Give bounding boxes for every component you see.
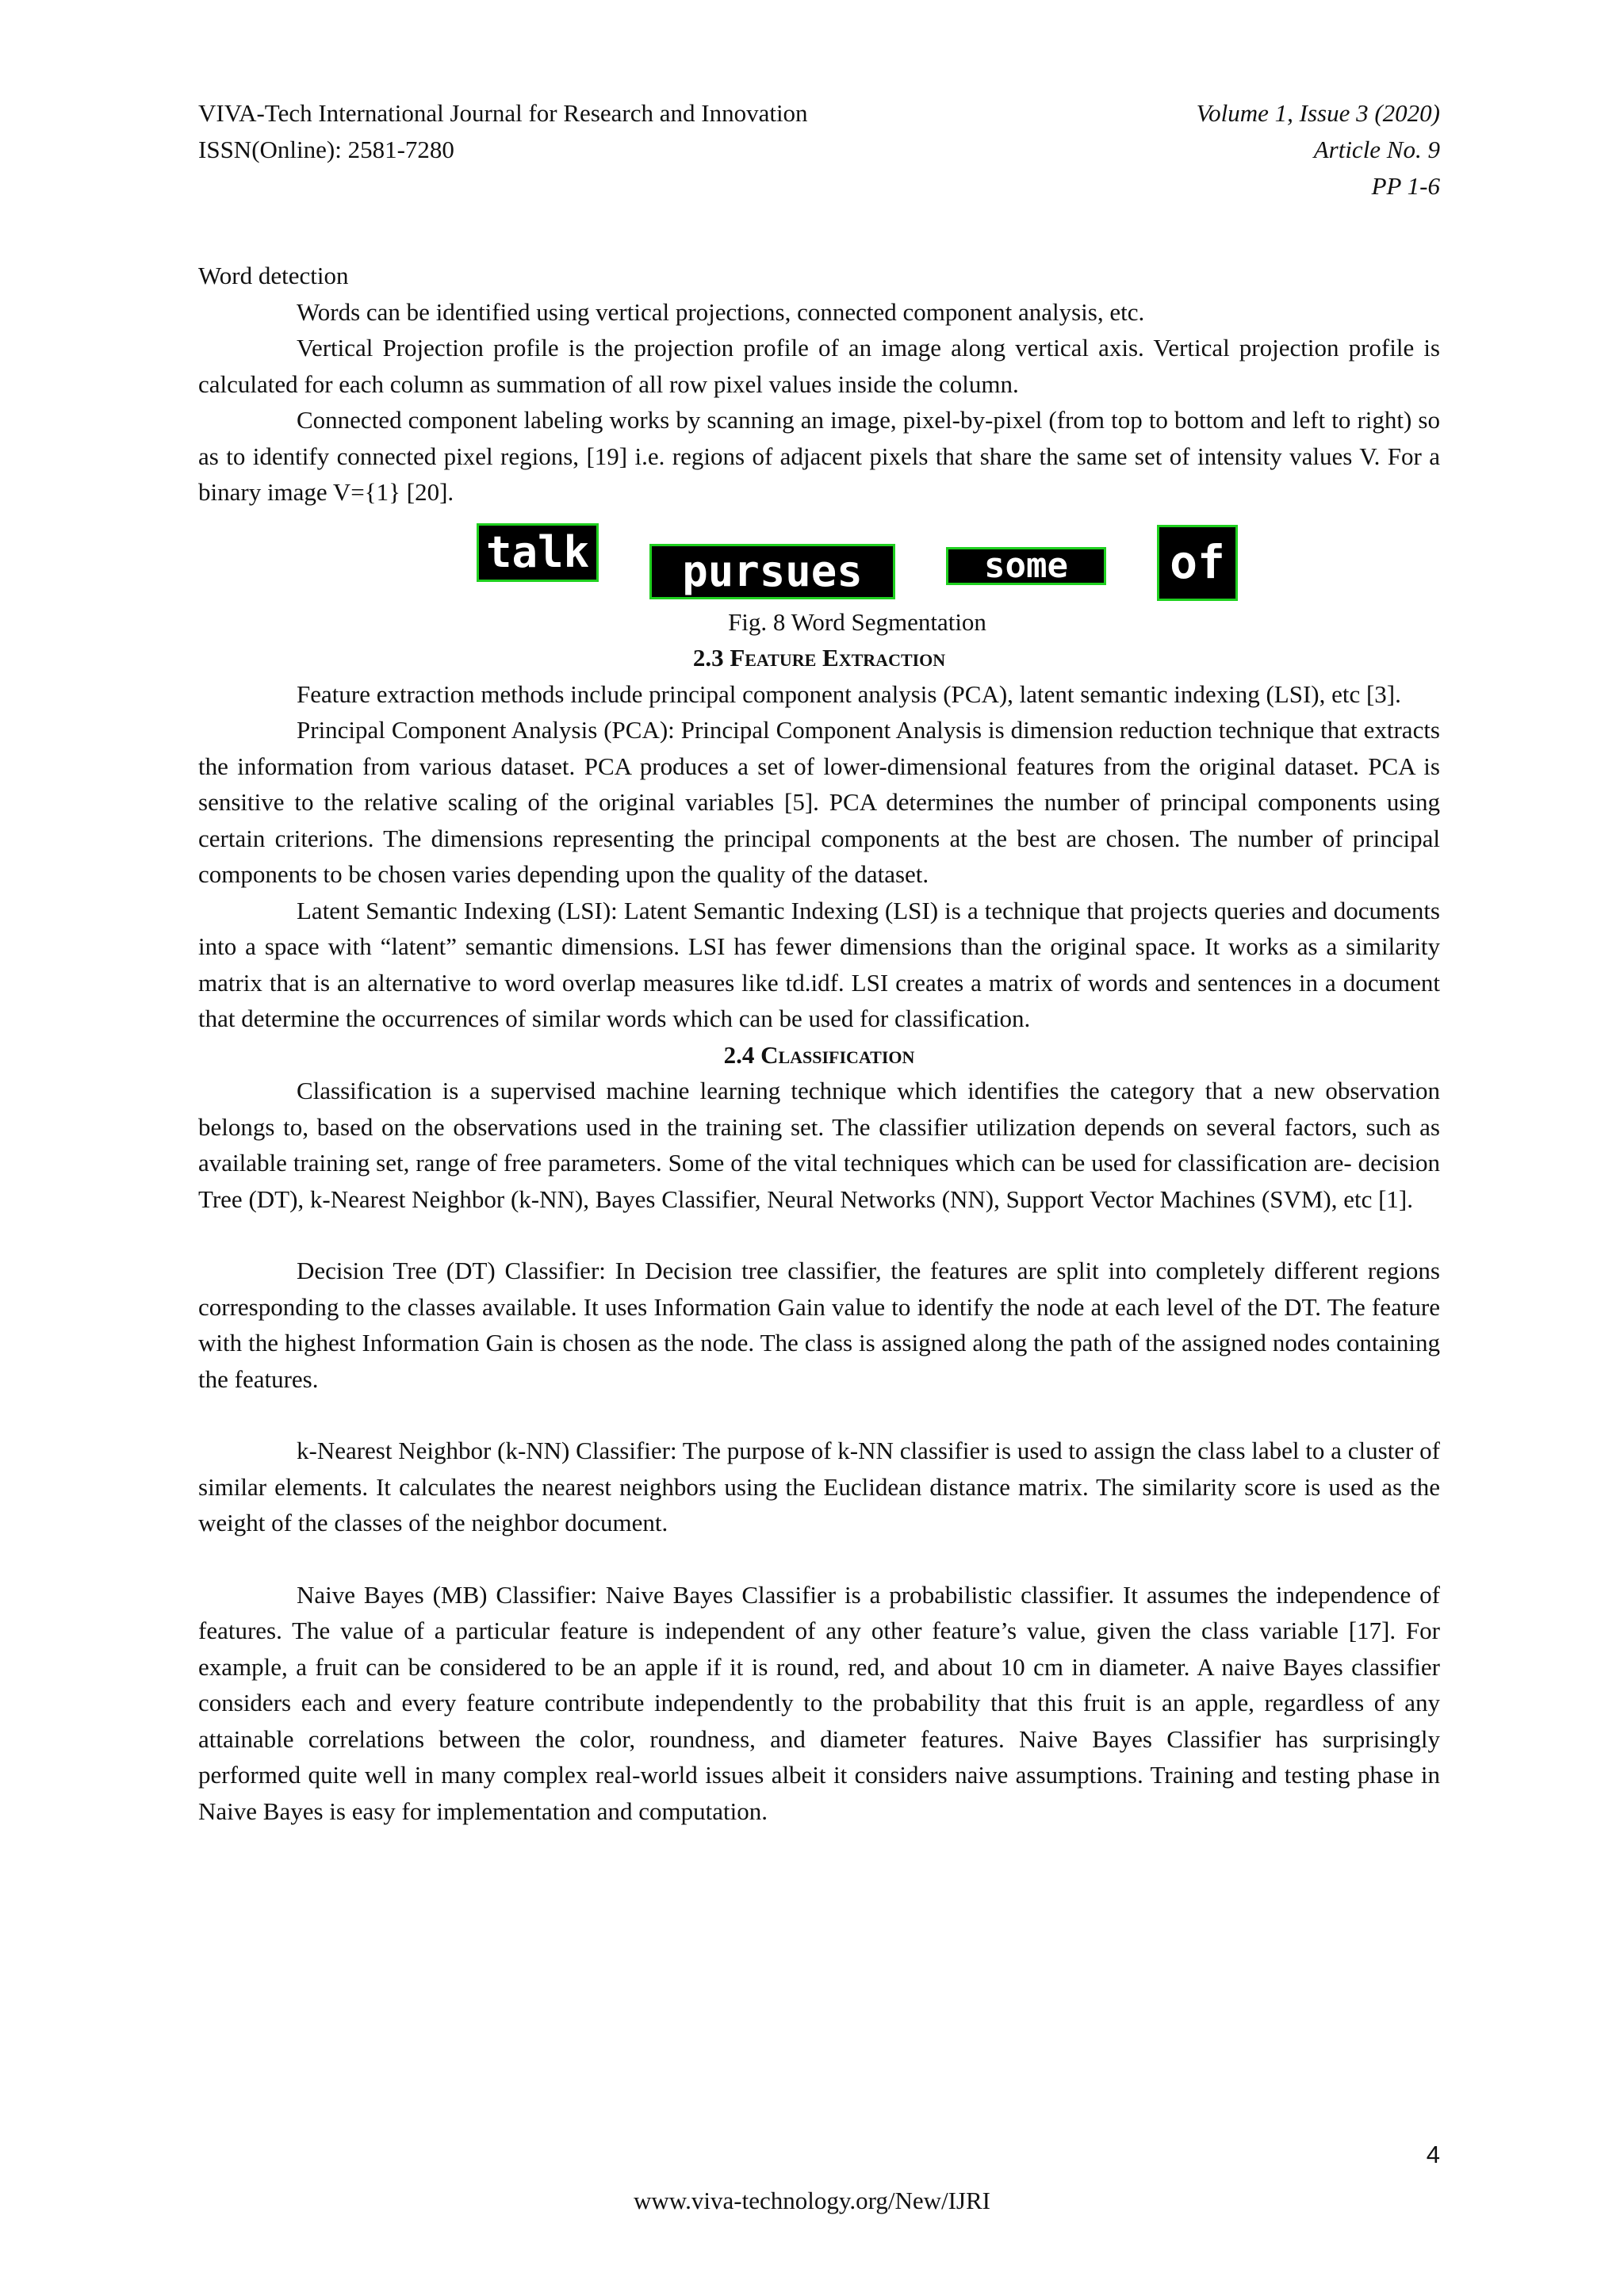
paragraph: Decision Tree (DT) Classifier: In Decision tree classifier, the features are split into completely different regions corresponding to the classes available. It uses Information Gain value to identify the node at each level of the DT. The feature with the highest Information Gain is chosen as the node. The class is assigned along the path of the assigned nodes containing the features. [198, 1257, 1440, 1393]
issn: ISSN(Online): 2581-7280 [198, 136, 454, 163]
section-title: Classification [760, 1040, 915, 1069]
volume-issue: Volume 1, Issue 3 (2020) [1196, 99, 1440, 127]
segmented-word: talk [477, 523, 599, 582]
paragraph-gap [198, 1397, 1440, 1433]
paragraph-gap [198, 1541, 1440, 1577]
paragraph: k-Nearest Neighbor (k-NN) Classifier: The purpose of k-NN classifier is used to assign the class label to a cluster of similar elements. It calculates the nearest neighbors using the Euclidean distance matrix. The similarity score is used as the weight of the classes of the neighbor document. [198, 1437, 1440, 1536]
section-heading-feature-extraction [198, 640, 1440, 676]
paragraph: Latent Semantic Indexing (LSI): Latent Semantic Indexing (LSI) is a technique that projects queries and documents into a space with “latent” semantic dimensions. LSI has fewer dimensions than the original space. It works as a similarity matrix that is an alternative to word overlap measures like td.idf. LSI creates a matrix of words and sentences in a document that determine the occurrences of similar words which can be used for classification. [198, 896, 1440, 1032]
journal-name: VIVA-Tech International Journal for Research and Innovation [198, 99, 808, 127]
segmented-word: of [1157, 525, 1238, 601]
paragraph: Principal Component Analysis (PCA): Principal Component Analysis is dimension reduction technique that extracts the information from various dataset. PCA produces a set of lower-dimensional features from the original dataset. PCA is sensitive to the relative scaling of the original variables [5]. PCA determines the number of principal components using certain criterions. The dimensions representing the principal components at the best are chosen. The number of principal components to be chosen varies depending upon the quality of the dataset. [198, 716, 1440, 888]
segmented-word: pursues [649, 544, 895, 599]
article-body [198, 258, 1440, 1829]
section-title: Feature Extraction [730, 644, 946, 672]
paragraph: Feature extraction methods include principal component analysis (PCA), latent semantic indexing (LSI), etc [3]. [297, 679, 1401, 708]
section-number: 2.4 [723, 1040, 755, 1069]
article-number: Article No. 9 [1313, 136, 1440, 163]
paragraph-gap [198, 1217, 1440, 1253]
figure-caption: Fig. 8 Word Segmentation [728, 607, 986, 636]
page-number: 4 [1426, 2141, 1440, 2168]
subsection-title-word-detection: Word detection [198, 262, 349, 289]
paragraph: Vertical Projection profile is the projection profile of an image along vertical axis. Vertical projection profile is calculated for each column as summation of all row pixel values inside the column. [198, 334, 1440, 398]
segmented-word: some [946, 547, 1106, 585]
running-header-left [198, 95, 808, 168]
page-range: PP 1-6 [1371, 172, 1440, 200]
section-heading-classification [198, 1037, 1440, 1073]
paragraph: Naive Bayes (MB) Classifier: Naive Bayes Classifier is a probabilistic classifier. It assumes the independence of features. The value of a particular feature is independent of any other feature’s value, given the class variable [17]. For example, a fruit can be considered to be an apple if it is round, red, and about 10 cm in diameter. A naive Bayes classifier considers each and every feature contribute independently to the probability that this fruit is an apple, regardless of any attainable correlations between the color, roundness, and diameter features. Naive Bayes Classifier has surprisingly performed quite well in many complex real-world issues albeit it considers naive assumptions. Training and testing phase in Naive Bayes is easy for implementation and computation. [198, 1580, 1440, 1825]
word-segmentation-figure [274, 517, 1440, 604]
running-header-right [1197, 95, 1440, 205]
section-number: 2.3 [692, 644, 724, 672]
paragraph: Classification is a supervised machine learning technique which identifies the category that a new observation belongs to, based on the observations used in the training set. The classifier utilization depends on several factors, such as available training set, range of free parameters. Some of the vital techniques which can be used for classification are- decision Tree (DT), k-Nearest Neighbor (k-NN), Bayes Classifier, Neural Networks (NN), Support Vector Machines (SVM), etc [1]. [198, 1077, 1440, 1213]
footer-url: www.viva-technology.org/New/IJRI [634, 2187, 990, 2214]
paragraph: Connected component labeling works by scanning an image, pixel-by-pixel (from top to bottom and left to right) so as to identify connected pixel regions, [19] i.e. regions of adjacent pixels that share the same set of intensity values V. For a binary image V={1} [20]. [198, 406, 1440, 506]
paragraph: Words can be identified using vertical projections, connected component analysis, etc. [297, 297, 1145, 326]
